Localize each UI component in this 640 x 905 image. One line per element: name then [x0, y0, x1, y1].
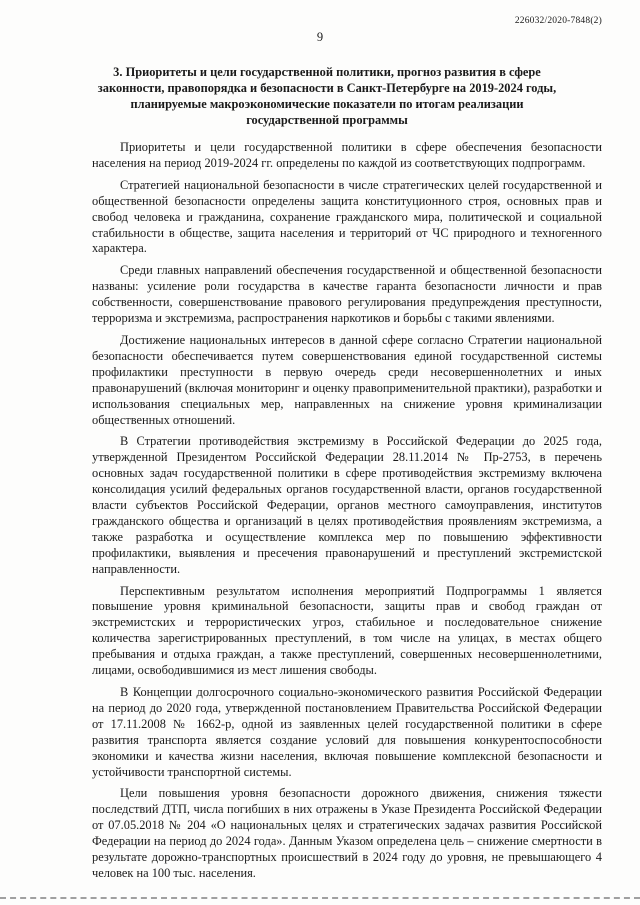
paragraph: Приоритеты и цели государственной политики в сфере обеспечения безопасности населения на период 2019-2024 гг. определены по каждой из соответствующих подпрограмм. — [92, 140, 602, 170]
paragraph: Цели повышения уровня безопасности дорожного движения, снижения тяжести последствий ДТП, числа погибших в них отражены в Указе Президента Российской Федерации от 07.05.2018 № 204 «О национальных целях и стратегических задачах развития Российской Федерации на период до 2024 года». Данным Указом определена цель – снижение смертности в результате дорожно-транспортных происшествий в 2024 году до уровня, не превышающего 4 человек на 100 тыс. населения. — [92, 786, 602, 880]
paragraph: В Концепции долгосрочного социально-экономического развития Российской Федерации на период до 2020 года, утвержденной постановлением Правительства Российской Федерации от 17.11.2008 № 1662-р, одной из заявленных целей государственной политики в сфере развития транспорта является создание условий для повышения конкурентоспособности экономики и качества жизни населения, включая повышение комплексной безопасности и устойчивости транспортной системы. — [92, 685, 602, 779]
page-number: 9 — [316, 30, 324, 44]
document-body — [92, 140, 602, 888]
section-heading: 3. Приоритеты и цели государственной политики, прогноз развития в сфере законности, правопорядка и безопасности в Санкт-Петербурге на 2019-2024 годы, планируемые макроэкономические показатели по итогам реализации государственной программы — [97, 65, 557, 127]
paragraph: Достижение национальных интересов в данной сфере согласно Стратегии национальной безопасности обеспечивается путем совершенствования единой государственной системы профилактики преступности в первую очередь среди несовершеннолетних и иных правонарушений (включая мониторинг и оценку правоприменительной практики), разработки и использования специальных мер, направленных на снижение уровня криминализации общественных отношений. — [92, 332, 602, 427]
paragraph: Среди главных направлений обеспечения государственной и общественной безопасности названы: усиление роли государства в качестве гаранта безопасности личности и прав собственности, совершенствование правового регулирования предупреждения преступности, терроризма и экстремизма, распространения наркотиков и борьбы с такими явлениями. — [92, 263, 602, 326]
paragraph: Перспективным результатом исполнения мероприятий Подпрограммы 1 является повышение уровня криминальной безопасности, защиты прав и свобод граждан от экстремистских и террористических угроз, стабильное и последовательное снижение количества зарегистрированных преступлений, в том числе на улицах, в местах общего пребывания и отдыха граждан, а также преступлений, совершенных несовершеннолетними, лицами, освободившимися из мест лишения свободы. — [92, 583, 602, 678]
document-id: 226032/2020-7848(2) — [514, 16, 602, 26]
scan-edge-divider — [0, 897, 640, 905]
paragraph: В Стратегии противодействия экстремизму в Российской Федерации до 2025 года, утвержденной Президентом Российской Федерации 28.11.2014 № Пр-2753, в перечень основных задач государственной политики в сфере противодействия экстремизму включена консолидация усилий федеральных органов государственной власти, органов государственной власти субъектов Российской Федерации, органов местного самоуправления, институтов гражданского общества и организаций в целях противодействия проявлениям экстремизма, а также разработка и осуществление комплекса мер по повышению эффективности профилактики, выявления и пресечения правонарушений и преступлений экстремистской направленности. — [92, 434, 602, 576]
paragraph: Стратегией национальной безопасности в числе стратегических целей государственной и общественной безопасности определены защита конституционного строя, основных прав и свобод человека и гражданина, сохранение гражданского мира, политической и социальной стабильности в обществе, защита населения и территорий от ЧС природного и техногенного характера. — [92, 177, 602, 256]
